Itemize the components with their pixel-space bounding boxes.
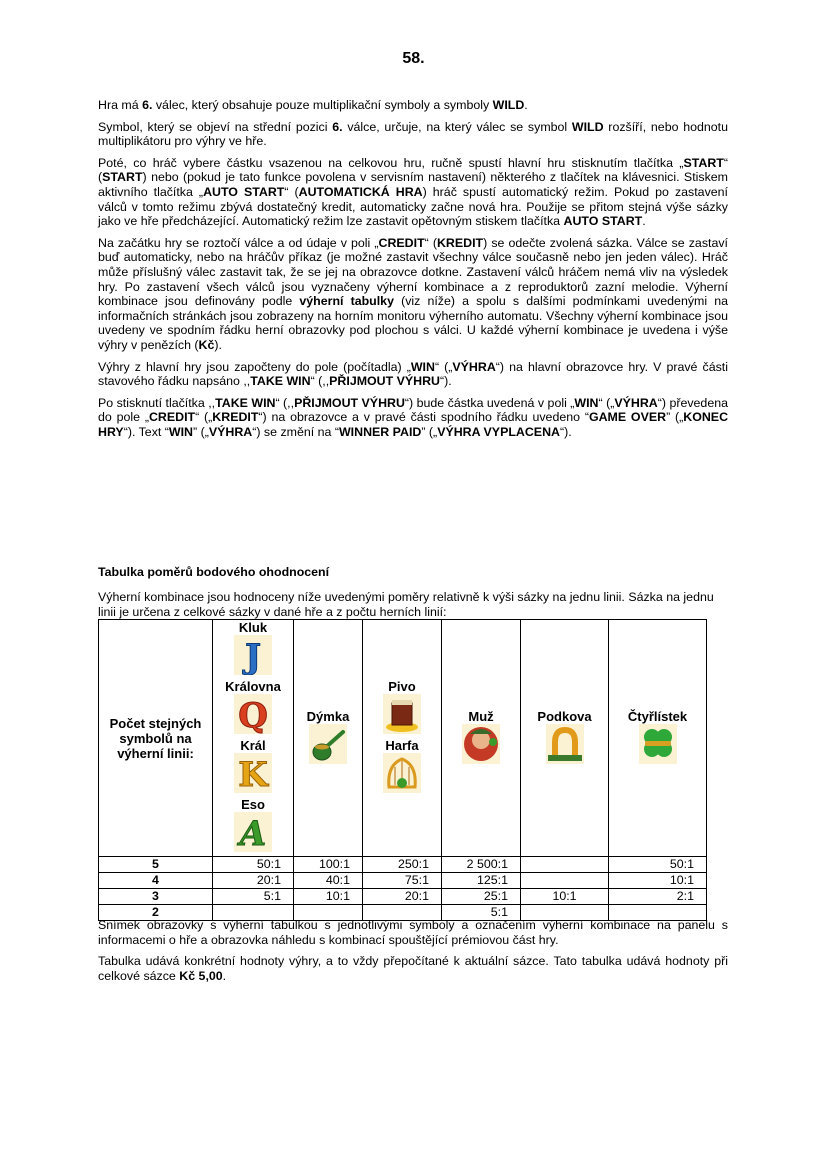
symbol-column-clover: Čtyřlístek xyxy=(609,620,707,857)
king-icon xyxy=(234,753,272,793)
table-row: 3 5:1 10:1 20:1 25:1 10:1 2:1 xyxy=(99,889,707,905)
symbol-column-beer-harp: Pivo Harfa xyxy=(363,620,442,857)
jack-icon xyxy=(234,635,272,675)
queen-icon xyxy=(234,694,272,734)
count-header: Počet stejných symbolů na výherní linii: xyxy=(99,620,213,857)
symbol-column-horseshoe: Podkova xyxy=(521,620,609,857)
svg-text:K: K xyxy=(238,755,268,793)
leprechaun-icon xyxy=(462,724,500,764)
svg-text:Q: Q xyxy=(238,696,268,734)
svg-text:J: J xyxy=(244,637,262,675)
symbol-column-cards: Kluk J Královna Q Král K Eso A xyxy=(213,620,294,857)
paragraph-sixth-reel: Hra má 6. válec, který obsahuje pouze multiplikační symboly a symboly WILD. xyxy=(98,98,528,112)
table-row: 4 20:1 40:1 75:1 125:1 10:1 xyxy=(99,873,707,889)
symbol-column-pipe: Dýmka xyxy=(294,620,363,857)
page-number: 58. xyxy=(402,50,425,67)
paragraph-start: Poté, co hráč vybere částku vsazenou na celkovou hru, ručně spustí hlavní hru stisknutím tlačítka „START“ (START) nebo (pokud je tato funkce povolena v servisním nastavení) některého z tlačítek na klávesnici. Stiskem aktivního tlačítka „AUTO START“ (AUTOMATICKÁ HRA) hráč spustí automatický režim. Pokud po zastavení válců v tomto režimu zbývá dostatečný kredit, automaticky začne nová hra. Použije se přitom stejná výše sázky jako ve hře předcházející. Automatický režim lze zastavit opětovným stiskem tlačítka AUTO START. xyxy=(98,155,728,229)
paytable xyxy=(98,619,707,921)
body-text xyxy=(98,98,728,446)
harp-icon xyxy=(383,753,421,793)
ace-icon xyxy=(234,812,272,852)
clover-icon xyxy=(639,724,677,764)
symbol-column-man: Muž xyxy=(442,620,521,857)
paragraph-take-win: Po stisknutí tlačítka ,,TAKE WIN“ (,,PŘIJMOUT VÝHRU“) bude částka uvedená v poli „WIN“ („VÝHRA“) převedena do pole „CREDIT“ („KREDIT“) na obrazovce a v pravé části spodního řádku uvedeno “GAME OVER” („KONEC HRY“). Text “WIN” („VÝHRA“) se změní na “WINNER PAID” („VÝHRA VYPLACENA“). xyxy=(98,395,729,439)
beer-icon xyxy=(383,694,421,734)
section-intro: Výherní kombinace jsou hodnoceny níže uvedenými poměry relativně k výši sázky na jednu linii. Sázka na jednu linii je určena z celkové sázky v dané hře a z počtu herních linií: xyxy=(98,590,714,619)
section-heading: Tabulka poměrů bodového ohodnocení xyxy=(98,565,330,579)
paragraph-screenshot-note: Snímek obrazovky s výherní tabulkou s jednotlivými symboly a označením výherní kombinace na panelu s informacemi o hře a obrazovka náhledu s kombinací spouštějící prémiovou část hry. xyxy=(98,918,728,947)
table-row: 5 50:1 100:1 250:1 2 500:1 50:1 xyxy=(99,857,707,873)
paytable-header-row xyxy=(99,620,707,857)
pipe-icon xyxy=(309,724,347,764)
paragraph-middle-symbol: Symbol, který se objeví na střední pozici 6. válce, určuje, na který válec se symbol WILD rozšíří, nebo hodnotu multiplikátoru pro výhry ve hře. xyxy=(98,119,728,149)
svg-text:A: A xyxy=(239,814,267,852)
paragraph-credit: Na začátku hry se roztočí válce a od údaje v poli „CREDIT“ (KREDIT) se odečte zvolená sázka. Válce se zastaví buď automaticky, nebo na hráčův příkaz (je možné zastavit všechny válce současně nebo jen jeden válec). Hráč může příslušný válec zastavit tak, že se jej na obrazovce dotkne. Zastavení válců hráčem nemá vliv na výsledek hry. Po zastavení všech válců jsou vyznačeny výherní kombinace a z reproduktorů zazní melodie. Výherní kombinace jsou definovány podle výherní tabulky (viz níže) a spolu s dalšími podmínkami uvedenými na informačních stránkách jsou zobrazeny na horním monitoru výherního automatu. Všechny výherní kombinace jsou uvedeny ve spodním řádku herní obrazovky pod plochou s válci. U každé výherní kombinace je uvedena i výše výhry v penězích (Kč). xyxy=(98,235,729,352)
horseshoe-icon xyxy=(546,724,584,764)
paragraph-win: Výhry z hlavní hry jsou započteny do pole (počítadla) „WIN“ („VÝHRA“) na hlavní obrazovce hry. V pravé části stavového řádku napsáno ,,TAKE WIN“ (,,PŘIJMOUT VÝHRU“). xyxy=(98,359,728,389)
paragraph-bet-note: Tabulka udává konkrétní hodnoty výhry, a to vždy přepočítané k aktuální sázce. Tato tabulka udává hodnoty při celkové sázce Kč 5,00. xyxy=(98,954,728,983)
closing-text xyxy=(98,918,728,990)
table-row: 2 5:1 xyxy=(99,905,707,921)
